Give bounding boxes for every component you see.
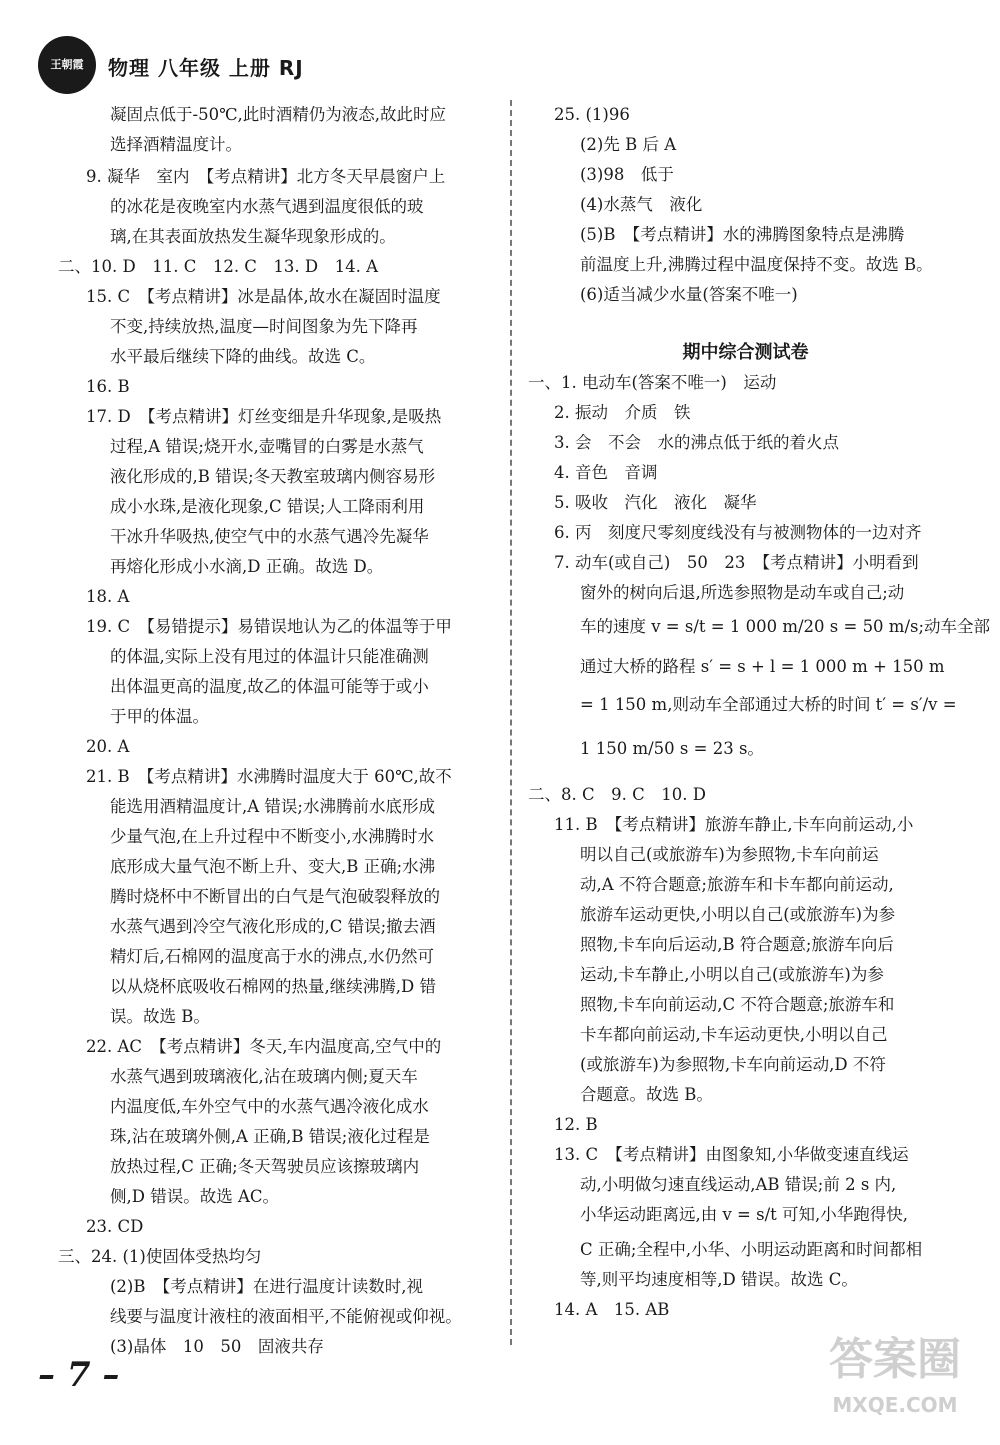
left-line-22: 20. A [86,737,130,756]
left-line-14: 成小水珠,是液化现象,C 错误;人工降雨利用 [110,497,425,516]
right-line-15: 7. 动车(或自己) 50 23 【考点精讲】小明看到 [554,553,919,572]
left-line-17: 18. A [86,587,130,606]
left-line-34: 内温度低,车外空气中的水蒸气遇冷液化成水 [110,1097,429,1116]
left-line-25: 少量气泡,在上升过程中不断变小,水沸腾时水 [110,827,434,846]
watermark [800,1330,990,1440]
right-line-29: 卡车都向前运动,卡车运动更快,小明以自己 [580,1025,888,1044]
left-line-5: 璃,在其表面放热发生凝华现象形成的。 [110,227,396,246]
left-line-33: 水蒸气遇到玻璃液化,沾在玻璃内侧;夏天车 [110,1067,418,1086]
left-line-39: 三、24. (1)使固体受热均匀 [58,1247,262,1266]
right-line-12: 4. 音色 音调 [554,463,658,482]
right-line-19: = 1 150 m,则动车全部通过大桥的时间 t′ = s′/v = [580,695,957,714]
page-header [38,30,458,100]
right-line-28: 照物,卡车向前运动,C 不符合题意;旅游车和 [580,995,895,1014]
left-line-16: 再熔化形成小水滴,D 正确。故选 D。 [110,557,384,576]
right-line-18: 通过大桥的路程 s′ = s + l = 1 000 m + 150 m [580,657,945,676]
right-line-3: (3)98 低于 [580,165,674,184]
right-line-24: 动,A 不符合题意;旅游车和卡车都向前运动, [580,875,894,894]
left-line-42: (3)晶体 10 50 固液共存 [110,1337,324,1356]
left-line-28: 水蒸气遇到冷空气液化形成的,C 错误;撤去酒 [110,917,436,936]
column-divider [510,100,512,1345]
left-line-8: 不变,持续放热,温度—时间图象为先下降再 [110,317,418,336]
left-line-4: 的冰花是夜晚室内水蒸气遇到温度很低的玻 [110,197,424,216]
right-line-38: 14. A 15. AB [554,1300,670,1319]
left-line-24: 能选用酒精温度计,A 错误;水沸腾前水底形成 [110,797,435,816]
right-line-14: 6. 丙 刻度尺零刻度线没有与被测物体的一边对齐 [554,523,922,542]
right-line-1: 25. (1)96 [554,105,630,124]
right-line-32: 12. B [554,1115,598,1134]
watermark-logo-text: 答案圈 [829,1334,961,1385]
right-line-11: 3. 会 不会 水的沸点低于纸的着火点 [554,433,839,452]
left-line-18: 19. C 【易错提示】易错误地认为乙的体温等于甲 [86,617,452,636]
left-line-15: 干冰升华吸热,使空气中的水蒸气遇冷先凝华 [110,527,429,546]
left-line-27: 腾时烧杯中不断冒出的白气是气泡破裂释放的 [110,887,440,906]
left-line-23: 21. B 【考点精讲】水沸腾时温度大于 60℃,故不 [86,767,452,786]
section-title: 期中综合测试卷 [682,342,809,363]
right-line-31: 合题意。故选 B。 [580,1085,713,1104]
left-line-12: 过程,A 错误;烧开水,壶嘴冒的白雾是水蒸气 [110,437,424,456]
left-line-3: 9. 凝华 室内 【考点精讲】北方冬天早晨窗户上 [86,167,446,186]
right-line-2: (2)先 B 后 A [580,135,677,154]
left-line-38: 23. CD [86,1217,144,1236]
left-line-9: 水平最后继续下降的曲线。故选 C。 [110,347,376,366]
left-line-26: 底形成大量气泡不断上升、变大,B 正确;水沸 [110,857,436,876]
left-line-6: 二、10. D 11. C 12. C 13. D 14. A [58,257,379,276]
right-line-22: 11. B 【考点精讲】旅游车静止,卡车向前运动,小 [554,815,914,834]
page-number: – 7 – [38,1355,120,1395]
right-line-37: 等,则平均速度相等,D 错误。故选 C。 [580,1270,858,1289]
right-line-36: C 正确;全程中,小华、小明运动距离和时间都相 [580,1240,923,1259]
left-line-13: 液化形成的,B 错误;冬天教室玻璃内侧容易形 [110,467,436,486]
right-line-16: 窗外的树向后退,所选参照物是动车或自己;动 [580,583,905,602]
right-line-33: 13. C 【考点精讲】由图象知,小华做变速直线运 [554,1145,909,1164]
right-line-9: 一、1. 电动车(答案不唯一) 运动 [528,373,777,392]
left-line-35: 珠,沾在玻璃外侧,A 正确,B 错误;液化过程是 [110,1127,430,1146]
watermark-url: MXQE.COM [832,1393,958,1417]
left-line-36: 放热过程,C 正确;冬天驾驶员应该擦玻璃内 [110,1157,420,1176]
right-line-5: (5)B 【考点精讲】水的沸腾图象特点是沸腾 [580,225,905,244]
left-line-7: 15. C 【考点精讲】冰是晶体,故水在凝固时温度 [86,287,441,306]
right-line-20: 1 150 m/50 s = 23 s。 [580,739,764,758]
right-line-4: (4)水蒸气 液化 [580,195,703,214]
left-line-11: 17. D 【考点精讲】灯丝变细是升华现象,是吸热 [86,407,442,426]
left-line-19: 的体温,实际上没有甩过的体温计只能准确测 [110,647,429,666]
right-line-7: (6)适当减少水量(答案不唯一) [580,285,798,304]
right-line-35: 小华运动距离远,由 v = s/t 可知,小华跑得快, [580,1205,909,1224]
left-line-37: 侧,D 错误。故选 AC。 [110,1187,280,1206]
right-line-23: 明以自己(或旅游车)为参照物,卡车向前运 [580,845,879,864]
right-line-21: 二、8. C 9. C 10. D [528,785,706,804]
left-line-30: 以从烧杯底吸收石棉网的热量,继续沸腾,D 错 [110,977,436,996]
left-line-40: (2)B 【考点精讲】在进行温度计读数时,视 [110,1277,423,1296]
publisher-logo: 王朝霞 [38,36,96,94]
right-line-17: 车的速度 v = s/t = 1 000 m/20 s = 50 m/s;动车全部 [580,617,991,636]
right-line-13: 5. 吸收 汽化 液化 凝华 [554,493,757,512]
right-line-6: 前温度上升,沸腾过程中温度保持不变。故选 B。 [580,255,933,274]
right-line-27: 运动,卡车静止,小明以自己(或旅游车)为参 [580,965,884,984]
right-line-34: 动,小明做匀速直线运动,AB 错误;前 2 s 内, [580,1175,897,1194]
left-line-10: 16. B [86,377,130,396]
right-line-30: (或旅游车)为参照物,卡车向前运动,D 不符 [580,1055,886,1074]
left-line-1: 凝固点低于-50℃,此时酒精仍为液态,故此时应 [110,105,447,124]
left-line-2: 选择酒精温度计。 [110,135,242,154]
left-line-32: 22. AC 【考点精讲】冬天,车内温度高,空气中的 [86,1037,442,1056]
right-line-25: 旅游车运动更快,小明以自己(或旅游车)为参 [580,905,896,924]
left-line-29: 精灯后,石棉网的温度高于水的沸点,水仍然可 [110,947,434,966]
left-line-20: 出体温更高的温度,故乙的体温可能等于或小 [110,677,429,696]
right-line-10: 2. 振动 介质 铁 [554,403,691,422]
right-line-26: 照物,卡车向后运动,B 符合题意;旅游车向后 [580,935,894,954]
left-line-21: 于甲的体温。 [110,707,209,726]
left-line-31: 误。故选 B。 [110,1007,210,1026]
book-title: 物理 八年级 上册 RJ [108,56,304,80]
left-line-41: 线要与温度计液柱的液面相平,不能俯视或仰视。 [110,1307,462,1326]
